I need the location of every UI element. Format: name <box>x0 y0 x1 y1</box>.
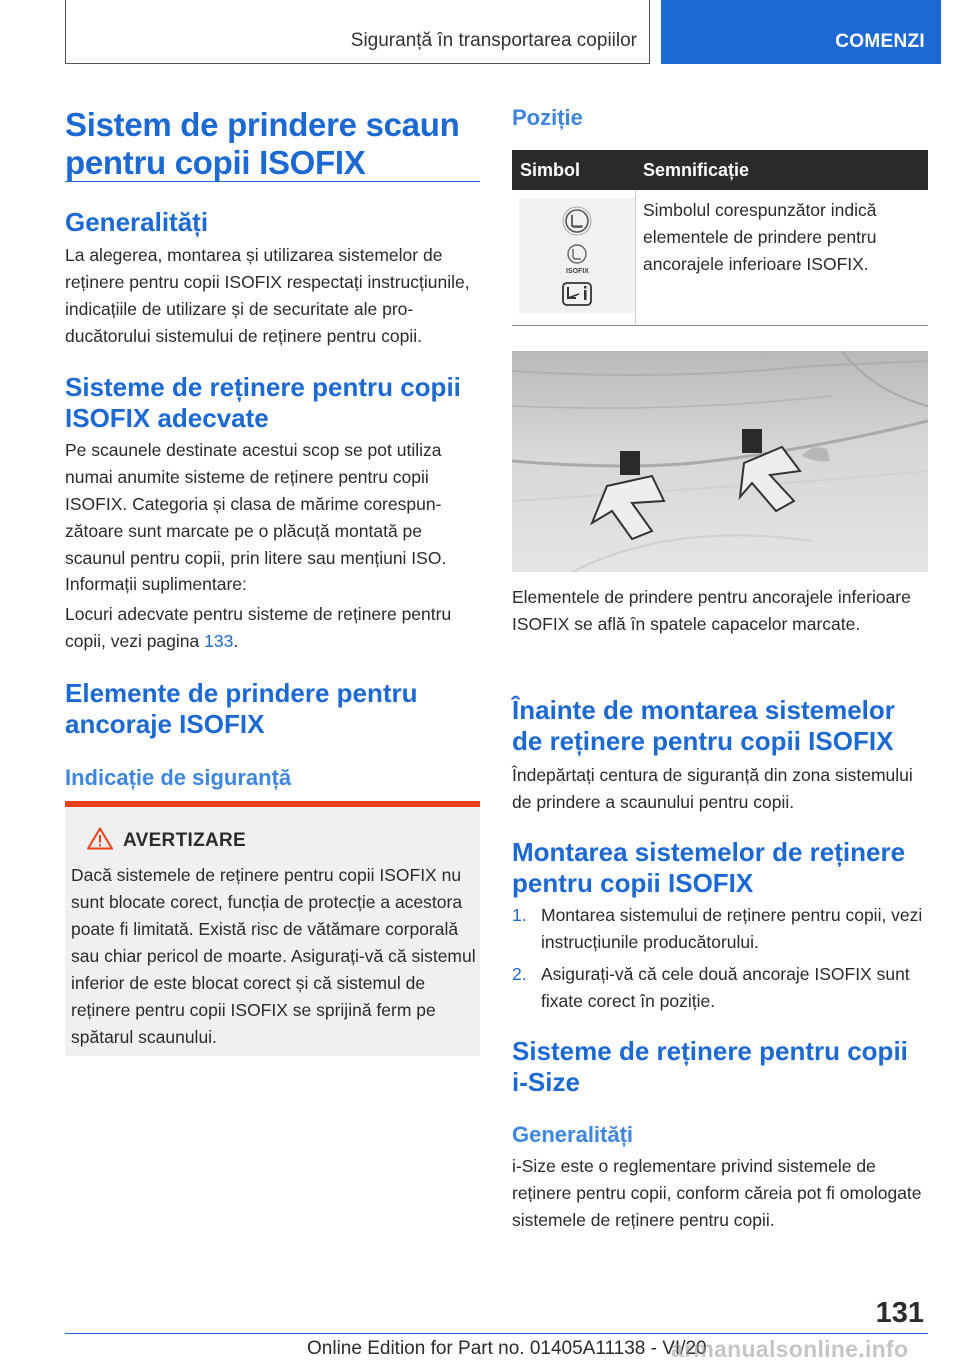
paragraph-isize: i-Size este o reglementare privind sistemele de reținere pentru copii, conform căreia pot fi omologate sistemele de reținere pentru copii. <box>512 1156 922 1230</box>
heading-general: Generalități <box>65 207 209 237</box>
edition-text: Online Edition for Part no. 01405A11138 - VI/20 <box>307 1338 707 1359</box>
column-header-meaning: Semnificație <box>643 160 750 180</box>
step-text: Asigurați-vă că cele două ancoraje ISOFIX sunt fixate corect în poziție. <box>541 964 910 1011</box>
table-meaning: Simbolul corespunzător indică elementele de prindere pentru ancorajele inferioare ISOFIX. <box>643 200 877 274</box>
chapter-tab[interactable] <box>661 0 941 64</box>
heading-suitable: Sisteme de reținere pentru copii ISOFIX adecvate <box>65 372 461 433</box>
heading-isize-general: Generalități <box>512 1122 634 1147</box>
heading-before: Înainte de montarea sistemelor de reținere pentru copii ISOFIX <box>512 695 895 756</box>
table-bottom-rule <box>512 325 928 326</box>
warning-text: Dacă sistemele de reținere pentru copii ISOFIX nu sunt blocate corect, funcția de protecție a acestora poate fi limitată. Există risc de vătămare corporală sau chiar pericol de moarte. Asigurați-vă că sistemul inferior de este blocat corect și că sistemul de reținere pentru copii ISOFIX se sprijină ferm pe spătarul scaunului. <box>71 865 476 1047</box>
watermark: armanualsonline.info <box>671 1336 909 1362</box>
step-number: 1. <box>512 905 527 925</box>
paragraph-general: La alegerea, montarea și utilizarea sistemelor de reținere pentru copii ISOFIX respectați instrucțiunile, indicațiile de utilizare și de securitate ale producătorului sistemului de reținere pentru copii. <box>65 245 470 346</box>
isofix-symbol-label: ISOFIX <box>566 268 589 275</box>
heading-isize: Sisteme de reținere pentru copii i-Size <box>512 1036 908 1097</box>
list-item <box>512 902 932 956</box>
heading-safety: Indicație de siguranță <box>65 765 292 790</box>
footer-rule <box>65 1333 928 1334</box>
step-number: 2. <box>512 964 527 984</box>
image-caption: Elementele de prindere pentru ancorajele inferioare ISOFIX se află în spatele capacelor marcate. <box>512 587 911 634</box>
page-link[interactable]: 133 <box>204 631 234 651</box>
table-header <box>512 150 928 190</box>
places-period: . <box>233 631 239 651</box>
table-divider <box>635 190 636 326</box>
seat-photo <box>512 351 928 572</box>
paragraph-before: Îndepărtați centura de siguranță din zona sistemului de prindere a scaunului pentru copii. <box>512 765 913 812</box>
section-title: Siguranță în transportarea copiilor <box>350 30 637 51</box>
header-section-frame <box>65 0 650 64</box>
heading-mount: Montarea sistemelor de reținere pentru copii ISOFIX <box>512 837 906 898</box>
isofix-symbol-icon <box>519 198 635 313</box>
symbol-cell <box>519 198 635 313</box>
warning-label: AVERTIZARE <box>123 830 246 851</box>
heading-anchor: Elemente de prindere pentru ancoraje ISOFIX <box>65 678 418 739</box>
column-header-symbol: Simbol <box>520 160 581 180</box>
title-rule <box>65 181 480 182</box>
paragraph-info: Informații suplimentare: <box>65 574 247 594</box>
paragraph-suitable: Pe scaunele destinate acestui scop se pot utiliza numai anumite sisteme de reținere pentru copii ISOFIX. Categoria și clasa de mărime corespunzătoare sunt marcate pe o plăcuță montată pe scaunul pentru copii, prin litere sau mențiuni ISO. <box>65 440 447 568</box>
paragraph-places <box>65 601 480 655</box>
chapter-label: COMENZI <box>835 31 925 52</box>
heading-position: Poziție <box>512 105 583 130</box>
footer <box>0 1336 960 1362</box>
places-text: Locuri adecvate pentru sisteme de reținere pentru copii, vezi pagina <box>65 604 452 651</box>
warning-box <box>65 801 480 1056</box>
list-item <box>512 961 932 1015</box>
page-number: 131 <box>875 1297 924 1329</box>
step-text: Montarea sistemului de reținere pentru copii, vezi instrucțiunile producătorului. <box>541 905 923 952</box>
isofix-seat-image <box>512 351 928 572</box>
warning-triangle-icon <box>87 827 113 850</box>
main-title: Sistem de prindere scaun pentru copii ISOFIX <box>65 106 460 181</box>
